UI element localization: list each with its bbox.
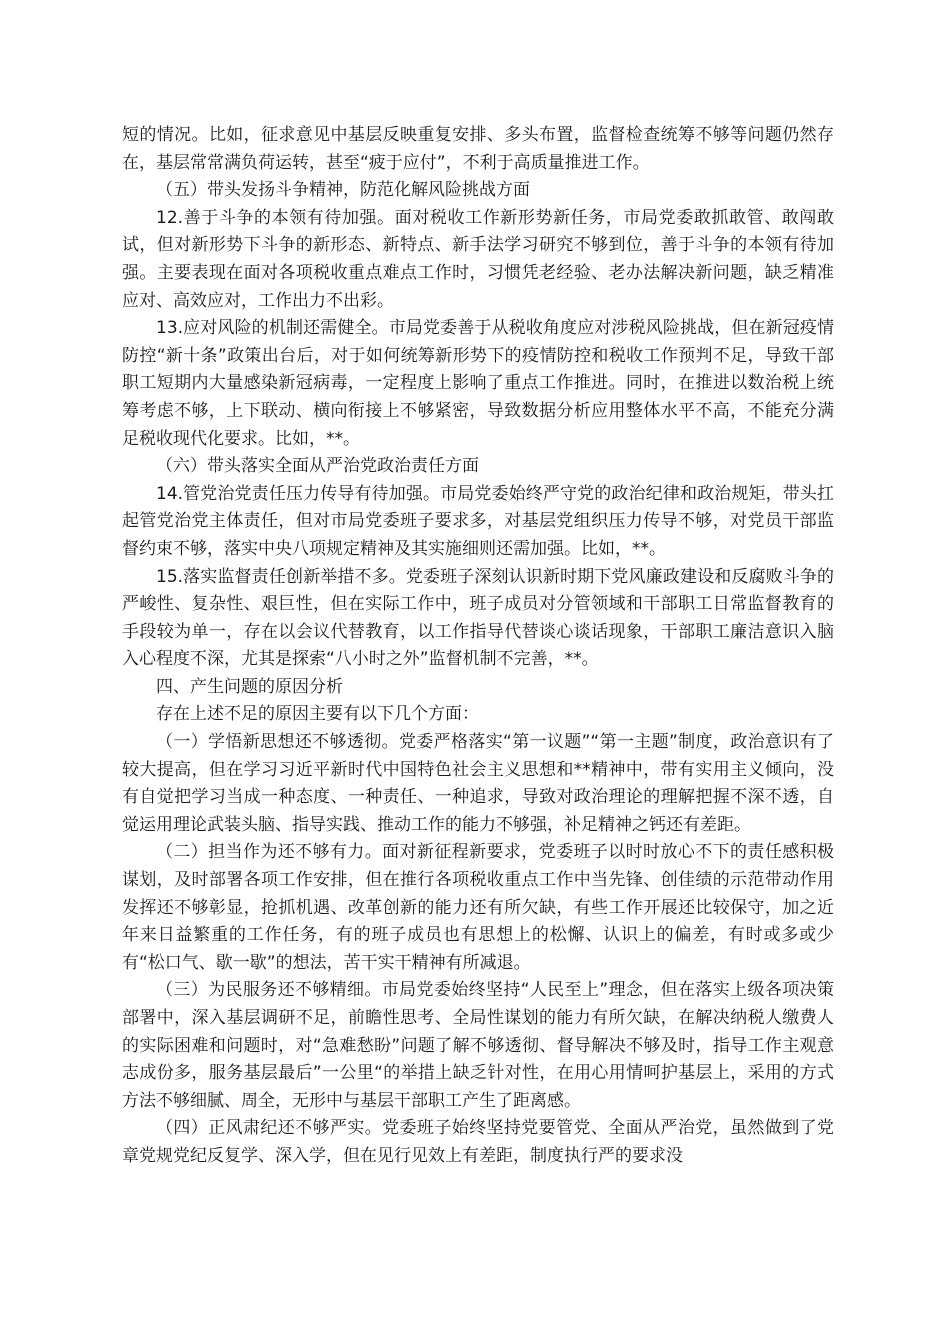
paragraph-item-13: 13.应对风险的机制还需健全。市局党委善于从税收角度应对涉税风险挑战，但在新冠疫情防控“新十条”政策出台后，对于如何统筹新形势下的疫情防控和税收工作预判不足，导致干部职工短期内大量感染新冠病毒，一定程度上影响了重点工作推进。同时，在推进以数治税上统筹考虑不够，上下联动、横向衔接上不够紧密，导致数据分析应用整体水平不高，不能充分满足税收现代化要求。比如，**。 [122, 318, 834, 449]
paragraph-item-14: 14.管党治党责任压力传导有待加强。市局党委始终严守党的政治纪律和政治规矩，带头扛起管党治党主体责任，但对市局党委班子要求多，对基层党组织压力传导不够，对党员干部监督约束不够，落实中央八项规定精神及其实施细则还需加强。比如，**。 [122, 483, 834, 559]
paragraph-cause-three: （三）为民服务还不够精细。市局党委始终坚持“人民至上”理念，但在落实上级各项决策部署中，深入基层调研不足，前瞻性思考、全局性谋划的能力有所欠缺，在解决纳税人缴费人的实际困难和问题时，对“急难愁盼”问题了解不够透彻、督导解决不够及时，指导工作主观意志成份多，服务基层最后”一公里“的举措上缺乏针对性，在用心用情呵护基层上，采用的方式方法不够细腻、周全，无形中与基层干部职工产生了距离感。 [122, 980, 834, 1111]
paragraph-cause-four: （四）正风肃纪还不够严实。党委班子始终坚持党要管党、全面从严治党，虽然做到了党章党规党纪反复学、深入学，但在见行见效上有差距，制度执行严的要求没 [122, 1118, 834, 1166]
paragraph-cause-one: （一）学悟新思想还不够透彻。党委严格落实“第一议题”“第一主题”制度，政治意识有了较大提高，但在学习习近平新时代中国特色社会主义思想和**精神中，带有实用主义倾向，没有自觉把学习当成一种态度、一种责任、一种追求，导致对政治理论的理解把握不深不透，自觉运用理论武装头脑、指导实践、推动工作的能力不够强，补足精神之钙还有差距。 [122, 732, 834, 835]
paragraph-item-12: 12.善于斗争的本领有待加强。面对税收工作新形势新任务，市局党委敢抓敢管、敢闯敢试，但对新形势下斗争的新形态、新特点、新手法学习研究不够到位，善于斗争的本领有待加强。主要表现在面对各项税收重点难点工作时，习惯凭老经验、老办法解决新问题，缺乏精准应对、高效应对，工作出力不出彩。 [122, 207, 834, 311]
paragraph-cause-two: （二）担当作为还不够有力。面对新征程新要求，党委班子以时时放心不下的责任感积极谋划，及时部署各项工作安排，但在推行各项税收重点工作中当先锋、创佳绩的示范带动作用发挥还不够彰显，抢抓机遇、改革创新的能力还有所欠缺，有些工作开展还比较保守，加之近年来日益繁重的工作任务，有的班子成员也有思想上的松懈、认识上的偏差，有时或多或少有“松口气、歇一歇”的想法，苦干实干精神有所减退。 [122, 842, 834, 973]
paragraph-item-15: 15.落实监督责任创新举措不多。党委班子深刻认识新时期下党风廉政建设和反腐败斗争的严峻性、复杂性、艰巨性，但在实际工作中，班子成员对分管领域和干部职工日常监督教育的手段较为单一，存在以会议代替教育，以工作指导代替谈心谈话现象，干部职工廉洁意识入脑入心程度不深，尤其是探索“八小时之外”监督机制不完善，**。 [122, 566, 834, 670]
section-heading-six: （六）带头落实全面从严治党政治责任方面 [156, 456, 479, 477]
paragraph-continuation: 短的情况。比如，征求意见中基层反映重复安排、多头布置，监督检查统筹不够等问题仍然存在，基层常常满负荷运转，甚至“疲于应付”，不利于高质量推进工作。 [122, 125, 834, 173]
paragraph-intro: 存在上述不足的原因主要有以下几个方面： [156, 704, 479, 725]
section-heading-five: （五）带头发扬斗争精神，防范化解风险挑战方面 [156, 180, 530, 201]
chapter-heading-four: 四、产生问题的原因分析 [156, 676, 343, 697]
document-body [122, 122, 834, 1171]
